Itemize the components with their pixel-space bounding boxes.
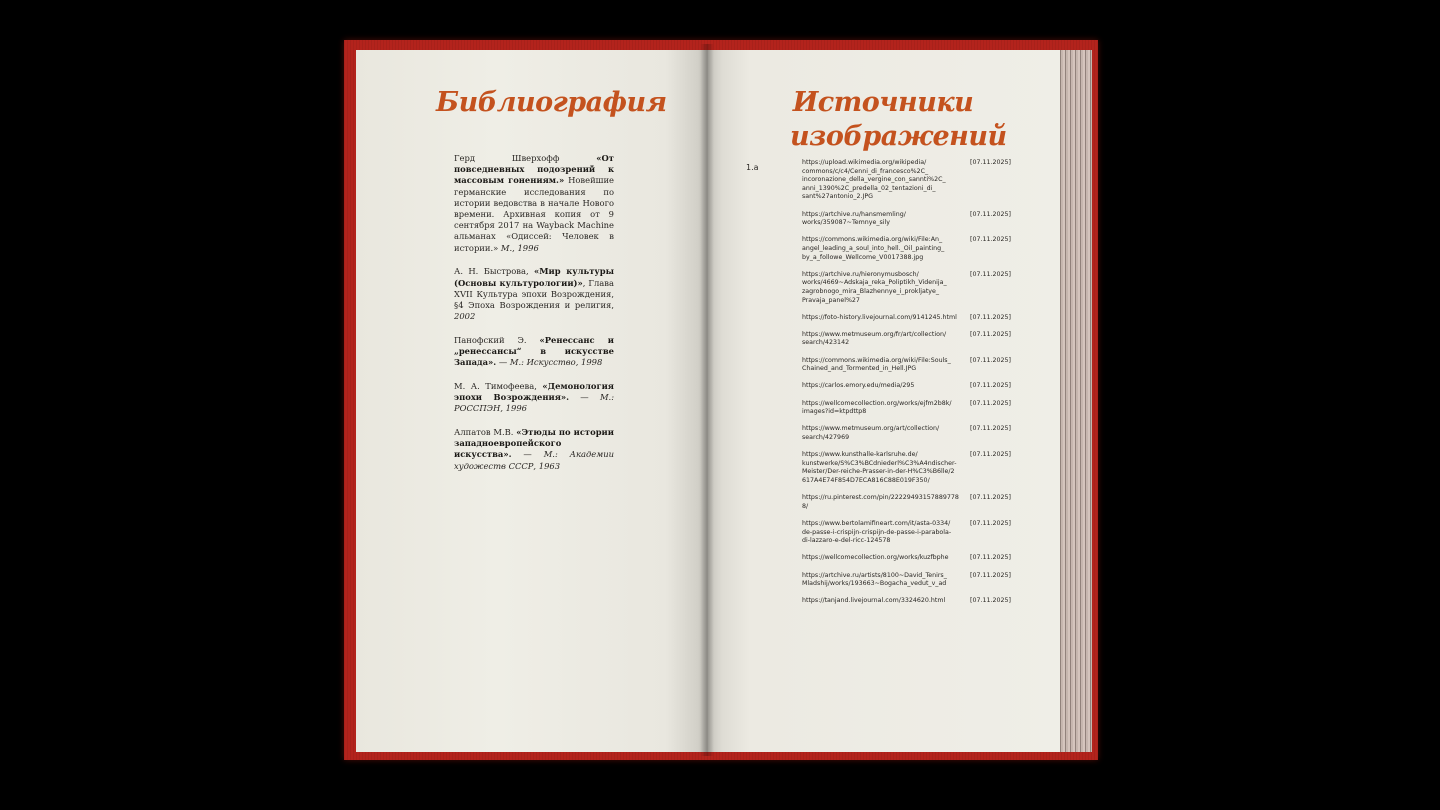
entry-author: Алпатов М.В. <box>454 427 517 438</box>
source-url: https://tanjand.livejournal.com/3324620.html <box>802 597 946 605</box>
source-row <box>802 425 1010 442</box>
entry-description: — <box>569 392 600 403</box>
source-access-date: [07.11.2025] <box>970 382 1011 390</box>
entry-author: М. А. Тимофеева, <box>454 380 543 391</box>
source-row <box>802 331 1010 348</box>
source-access-date: [07.11.2025] <box>970 399 1011 407</box>
source-row <box>802 554 1010 563</box>
source-access-date: [07.11.2025] <box>970 519 1011 527</box>
entry-work-title: «Мир культуры (Основы культурологии)» <box>454 266 614 288</box>
source-row <box>802 520 1010 546</box>
image-sources-title: Источники изображений <box>790 87 1007 152</box>
source-url: https://www.metmuseum.org/art/collection/ search/427969 <box>802 425 940 441</box>
source-url: https://foto-history.livejournal.com/9141245.html <box>802 313 957 321</box>
entry-work-title: «Ренессанс и „ренессансы“ в искусстве Запада». <box>454 334 614 368</box>
source-url: https://www.bertolamifineart.com/it/asta-0334/ de-passe-i-crispijn-crispijn-de-passe-i-parabola- di-lazzaro-e-del-ricc-124578 <box>802 519 952 545</box>
entry-publication: 2002 <box>454 311 476 322</box>
source-row <box>802 159 1010 202</box>
bibliography-entry <box>454 153 614 254</box>
source-access-date: [07.11.2025] <box>970 425 1011 433</box>
source-url: https://artchive.ru/hansmemling/ works/359087~Temnye_sily <box>802 210 906 227</box>
entry-publication: М.: Искусство, 1998 <box>509 357 603 368</box>
entry-publication: М.: РОССПЭН, 1996 <box>454 392 615 414</box>
bibliography-list <box>454 153 614 484</box>
bibliography-entry <box>454 266 614 322</box>
source-row <box>802 271 1010 305</box>
source-access-date: [07.11.2025] <box>970 571 1011 579</box>
sources-list <box>802 159 1010 614</box>
source-access-date: [07.11.2025] <box>970 356 1011 364</box>
source-row <box>802 314 1010 323</box>
entry-author: А. Н. Быстрова, <box>454 266 534 277</box>
source-row <box>802 357 1010 374</box>
source-row <box>802 382 1010 391</box>
source-access-date: [07.11.2025] <box>970 270 1011 278</box>
source-access-date: [07.11.2025] <box>970 159 1011 166</box>
source-url: https://www.kunsthalle-karlsruhe.de/ kunstwerke/S%C3%BCdniederl%C3%A4ndischer- Meister/Der-reiche-Prasser-in-der-H%C3%B6lle/2 617A4E74F854D7ECA816C88E019F350/ <box>802 451 957 484</box>
entry-author: Герд Шверхофф <box>454 153 597 163</box>
source-url: https://upload.wikimedia.org/wikipedia/ commons/c/c4/Cenni_di_francesco%2C_ incoronazione_della_vergine_con_sannti%2C_ anni_1390%2C_predella_02_tentazioni_di_ sant%27antonio_2.JPG <box>802 159 946 201</box>
entry-description: — <box>496 357 510 368</box>
source-row <box>802 451 1010 485</box>
bibliography-entry <box>454 335 614 369</box>
source-url: https://artchive.ru/artists/8100~David_Tenirs_ Mladshij/works/193663~Bogacha_vedut_v_ad <box>802 571 947 588</box>
entry-work-title: «Демонология эпохи Возрождения». <box>454 380 614 403</box>
source-url: https://carlos.emory.edu/media/295 <box>802 382 915 390</box>
source-url: https://www.metmuseum.org/fr/art/collection/ search/423142 <box>802 330 947 347</box>
bibliography-entry <box>454 381 614 415</box>
source-url: https://ru.pinterest.com/pin/222294931578897788/ <box>802 494 959 510</box>
source-url: https://artchive.ru/hieronymusbosch/ works/4669~Adskaja_reka_Poliptikh_Videnija_ zagrobnogo_mira_Blazhennye_i_prokljatye_ Pravaja_panel%27 <box>802 270 947 304</box>
source-url: https://commons.wikimedia.org/wiki/File:Souls_ Chained_and_Tormented_in_Hell.JPG <box>802 356 951 373</box>
bibliography-entry <box>454 427 614 472</box>
source-row <box>802 211 1010 228</box>
entry-author: Панофский Э. <box>454 334 540 345</box>
bibliography-title: Библиография <box>436 87 667 118</box>
entry-description: Новейшие германские исследования по истории ведовства в начале Нового времени. Архивная копия от 9 сентября 2017 на Wayback Machine альманах «Одиссей: Человек в истории.» <box>454 175 614 253</box>
source-access-date: [07.11.2025] <box>970 451 1011 459</box>
source-access-date: [07.11.2025] <box>970 494 1011 502</box>
entry-description: — <box>511 449 544 460</box>
source-access-date: [07.11.2025] <box>970 330 1011 338</box>
entry-description: , Глава XVII Культура эпохи Возрождения, §4 Эпоха Возрождения и религия, <box>454 277 614 310</box>
entry-publication: М.: Академии художеств СССР, 1963 <box>454 449 614 471</box>
source-row <box>802 597 1010 606</box>
entry-work-title: «Этюды по истории западноевропейского искусства». <box>454 427 614 460</box>
source-access-date: [07.11.2025] <box>970 597 1011 605</box>
source-row <box>802 494 1010 511</box>
spine-gutter <box>700 44 714 756</box>
figure-label: 1.a <box>746 163 759 172</box>
source-row <box>802 236 1010 262</box>
source-url: https://commons.wikimedia.org/wiki/File:An_ angel_leading_a_soul_into_hell._Oil_painting_ by_a_followe_Wellcome_V0017388.jpg <box>802 236 945 261</box>
source-url: https://wellcomecollection.org/works/ejfm2b8k/ images?id=ktpdttp8 <box>802 399 952 416</box>
source-row <box>802 572 1010 589</box>
source-access-date: [07.11.2025] <box>970 210 1011 218</box>
page-edges <box>1058 50 1092 752</box>
entry-publication: М., 1996 <box>500 242 539 253</box>
source-url: https://wellcomecollection.org/works/kuzfbphe <box>802 554 949 562</box>
source-row <box>802 400 1010 417</box>
source-access-date: [07.11.2025] <box>970 313 1011 321</box>
source-access-date: [07.11.2025] <box>970 554 1011 562</box>
source-access-date: [07.11.2025] <box>970 236 1011 244</box>
entry-work-title: «От повседневных подозрений к массовым гонениям.» <box>454 153 614 186</box>
